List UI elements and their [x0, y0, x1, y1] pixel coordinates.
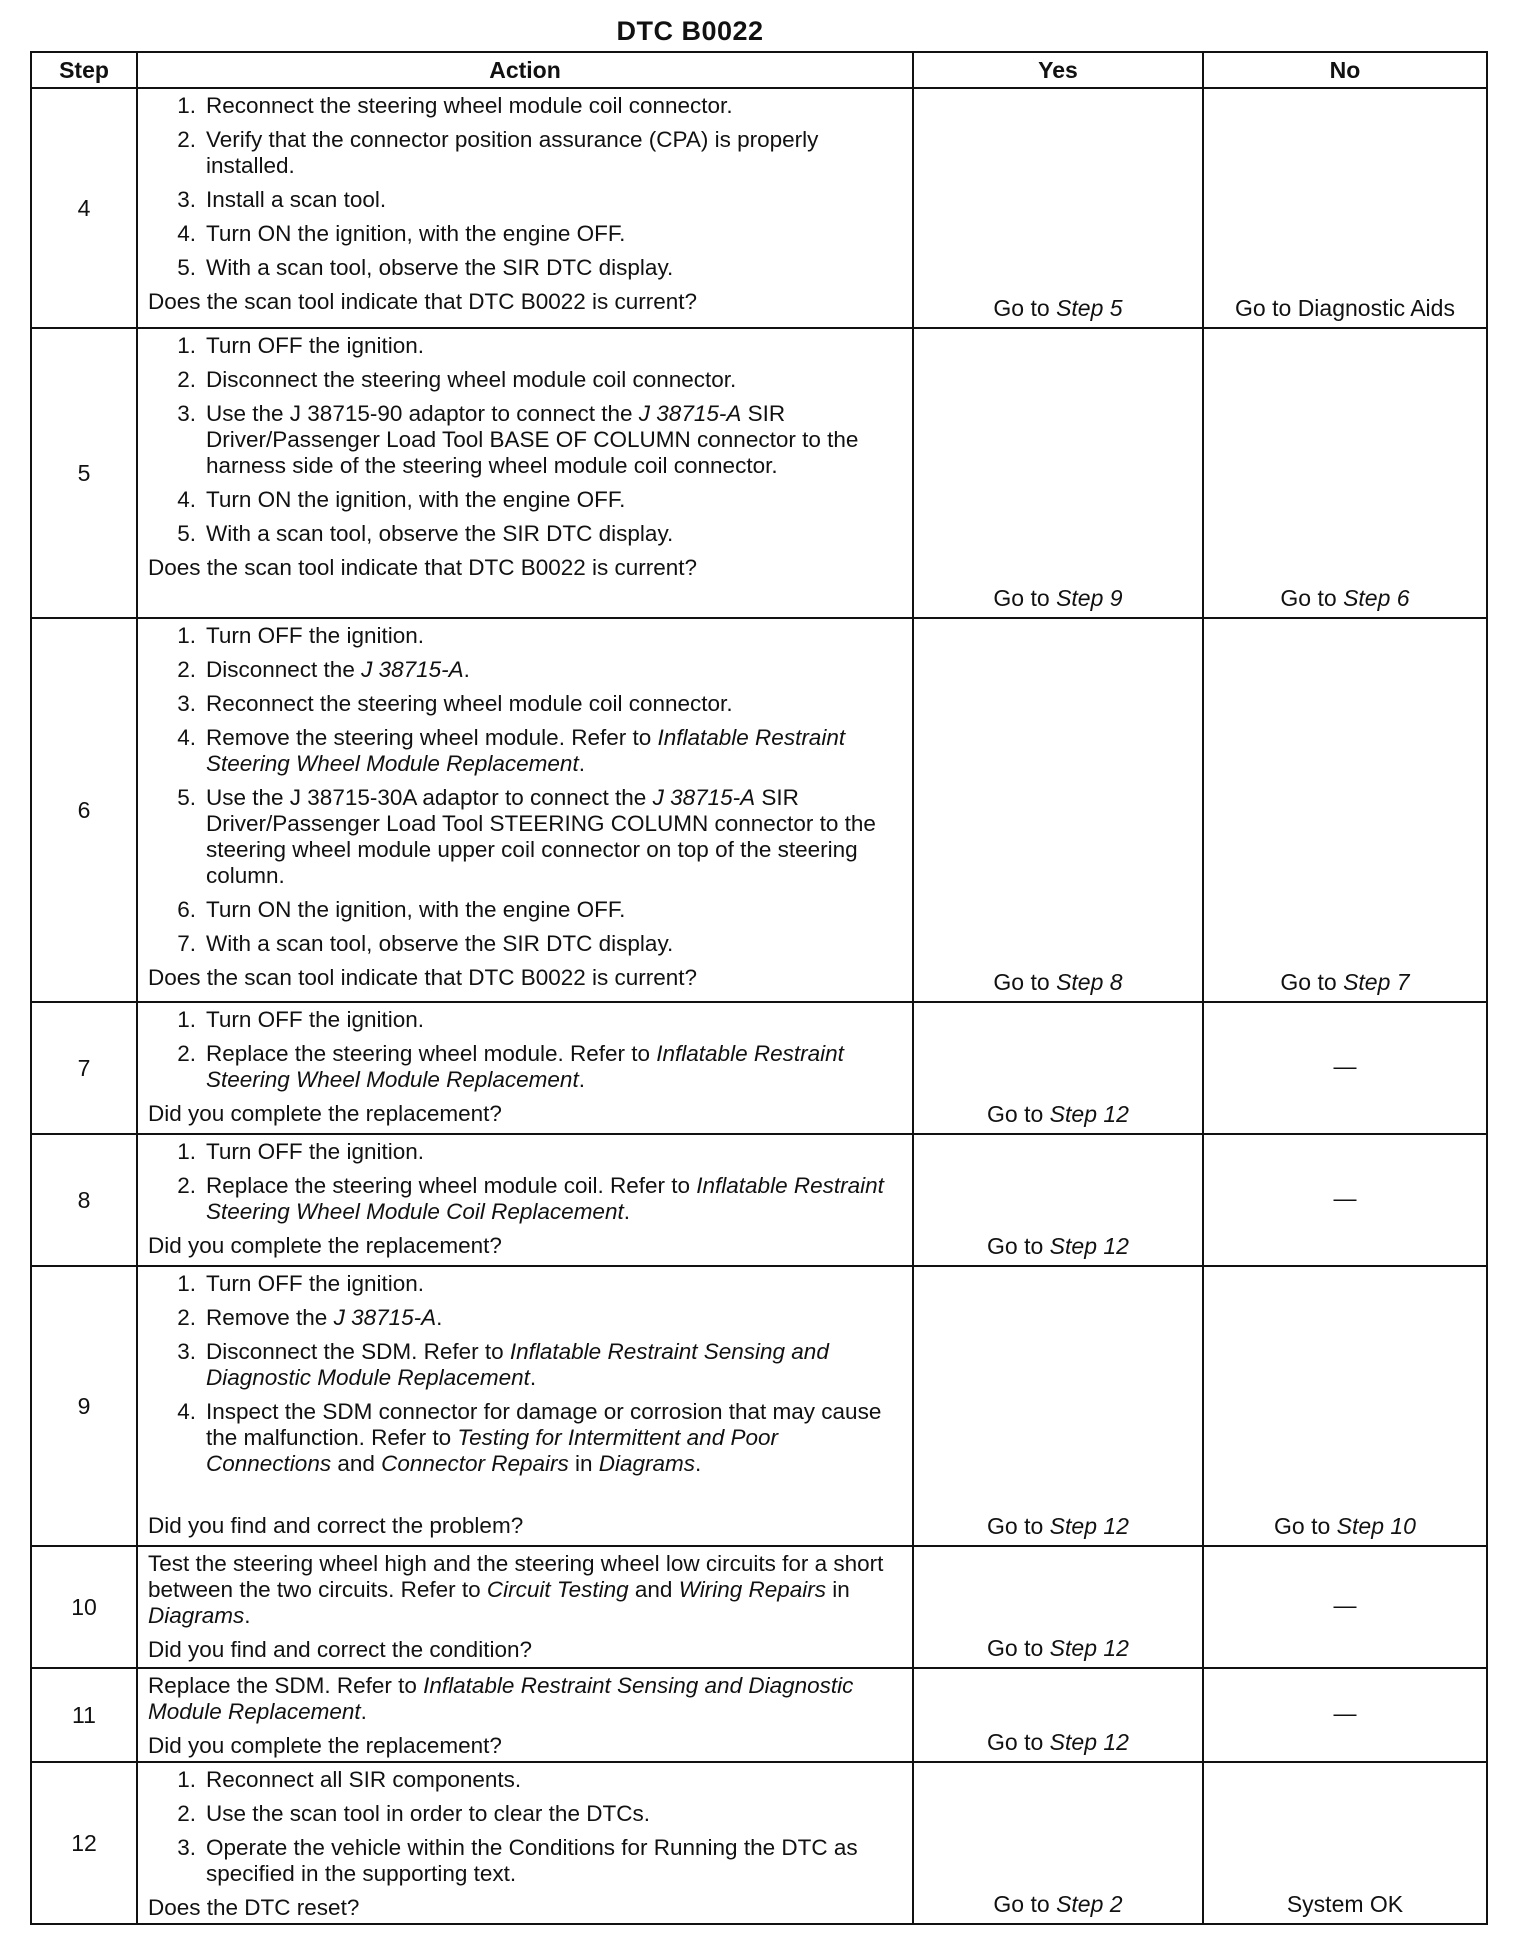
instruction-text: Turn OFF the ignition.	[206, 623, 425, 648]
action-step-text	[206, 1271, 902, 1297]
action-cell	[137, 1546, 913, 1668]
instruction-text: Turn ON the ignition, with the engine OFF.	[206, 897, 626, 922]
instruction-text: Install a scan tool.	[206, 187, 387, 212]
action-step-number: 1.	[177, 333, 196, 358]
header-step: Step	[31, 52, 137, 88]
instruction-text: With a scan tool, observe the SIR DTC display.	[206, 521, 674, 546]
action-step-text	[206, 725, 902, 777]
yes-result	[913, 618, 1203, 1002]
action-step-number: 1.	[177, 1007, 196, 1032]
instruction-text: .	[578, 1067, 585, 1092]
action-question: Does the DTC reset?	[148, 1895, 360, 1920]
instruction-text: Turn OFF the ignition.	[206, 333, 425, 358]
table-header-row	[31, 52, 1487, 88]
action-cell	[137, 1762, 913, 1924]
no-step-link: Step 6	[1343, 585, 1410, 611]
reference-text: Connector Repairs	[381, 1451, 569, 1476]
action-step	[148, 1801, 902, 1827]
action-step-number: 4.	[177, 221, 196, 246]
instruction-text: and	[628, 1577, 679, 1602]
reference-text: Inflatable Restraint Steering Wheel Module Coil Replacement	[206, 1173, 884, 1224]
yes-result-text: Go to	[987, 1513, 1050, 1539]
yes-step-link: Step 12	[1049, 1101, 1129, 1127]
spacer	[148, 1485, 902, 1511]
table-row	[31, 1668, 1487, 1762]
step-number: 5	[31, 328, 137, 618]
action-step-number: 2.	[177, 367, 196, 392]
action-step	[148, 521, 902, 547]
reference-text: Inflatable Restraint Steering Wheel Module Replacement	[206, 725, 846, 776]
action-step-number: 1.	[177, 1139, 196, 1164]
action-step	[148, 657, 902, 683]
step-number: 4	[31, 88, 137, 328]
reference-text: Diagrams	[148, 1603, 245, 1628]
action-question: Does the scan tool indicate that DTC B0022 is current?	[148, 289, 698, 314]
reference-text: J 38715-A	[652, 785, 756, 810]
yes-result	[913, 1668, 1203, 1762]
instruction-text: Replace the steering wheel module. Refer to	[206, 1041, 657, 1066]
yes-result-text: Go to	[993, 585, 1057, 611]
yes-result-text: Go to	[993, 969, 1057, 995]
action-cell	[137, 1134, 913, 1266]
action-question: Did you find and correct the condition?	[148, 1637, 532, 1662]
action-steps-list	[148, 1007, 902, 1093]
no-result	[1203, 1134, 1487, 1266]
action-step-text	[206, 657, 902, 683]
action-step-text	[206, 521, 902, 547]
table-row	[31, 1546, 1487, 1668]
instruction-text: Replace the SDM. Refer to	[148, 1673, 424, 1698]
action-step-text	[206, 367, 902, 393]
action-question: Did you complete the replacement?	[148, 1101, 502, 1126]
no-result	[1203, 1762, 1487, 1924]
yes-result	[913, 1002, 1203, 1134]
step-number: 9	[31, 1266, 137, 1546]
action-steps-list	[148, 1139, 902, 1225]
action-step-text	[206, 255, 902, 281]
yes-result	[913, 1266, 1203, 1546]
table-row	[31, 328, 1487, 618]
instruction-text: Verify that the connector position assurance (CPA) is properly installed.	[206, 127, 819, 178]
action-step-number: 7.	[177, 931, 196, 956]
action-step	[148, 691, 902, 717]
yes-step-link: Step 12	[1049, 1513, 1129, 1539]
instruction-text: .	[463, 657, 470, 682]
yes-step-link: Step 5	[1056, 295, 1123, 321]
action-step	[148, 487, 902, 513]
action-step-text	[206, 1835, 902, 1887]
action-step-number: 4.	[177, 1399, 196, 1424]
action-instruction	[148, 1551, 902, 1629]
instruction-text: Disconnect the steering wheel module coil connector.	[206, 367, 737, 392]
instruction-text: SIR Driver/Passenger Load Tool BASE OF COLUMN connector to the harness side of the steering wheel module coil connector.	[206, 401, 859, 478]
action-step	[148, 1767, 902, 1793]
action-cell	[137, 1266, 913, 1546]
action-step	[148, 1339, 902, 1391]
instruction-text: .	[623, 1199, 630, 1224]
header-no: No	[1203, 52, 1487, 88]
instruction-text: Reconnect the steering wheel module coil connector.	[206, 93, 733, 118]
action-question: Does the scan tool indicate that DTC B0022 is current?	[148, 965, 698, 990]
action-step	[148, 931, 902, 957]
instruction-text: SIR Driver/Passenger Load Tool STEERING COLUMN connector to the steering wheel module upper coil connector on top of the steering column.	[206, 785, 876, 888]
instruction-text: Turn OFF the ignition.	[206, 1007, 425, 1032]
action-step-text	[206, 1339, 902, 1391]
action-step-text	[206, 1173, 902, 1225]
action-steps-list	[148, 623, 902, 957]
reference-text: J 38715-A	[333, 1305, 437, 1330]
instruction-text: .	[360, 1699, 367, 1724]
no-action-dash: —	[1333, 1184, 1357, 1211]
header-action: Action	[137, 52, 913, 88]
action-step-number: 2.	[177, 1801, 196, 1826]
action-step-number: 2.	[177, 657, 196, 682]
action-step-text	[206, 1007, 902, 1033]
instruction-text: Reconnect the steering wheel module coil connector.	[206, 691, 733, 716]
yes-result	[913, 1762, 1203, 1924]
reference-text: Wiring Repairs	[678, 1577, 827, 1602]
no-step-link: Step 10	[1336, 1513, 1416, 1539]
instruction-text: Replace the steering wheel module coil. Refer to	[206, 1173, 697, 1198]
action-step-text	[206, 1767, 902, 1793]
yes-step-link: Step 12	[1049, 1635, 1129, 1661]
reference-text: Inflatable Restraint Sensing and Diagnostic Module Replacement	[206, 1339, 829, 1390]
action-step-number: 4.	[177, 725, 196, 750]
action-step-number: 5.	[177, 255, 196, 280]
table-row	[31, 618, 1487, 1002]
table-row	[31, 88, 1487, 328]
action-step-text	[206, 897, 902, 923]
action-step	[148, 127, 902, 179]
step-number: 7	[31, 1002, 137, 1134]
yes-result-text: Go to	[987, 1635, 1050, 1661]
action-step	[148, 1139, 902, 1165]
instruction-text: in	[568, 1451, 599, 1476]
page-title: DTC B0022	[616, 16, 764, 46]
diagnostic-table	[30, 51, 1488, 1925]
no-action-dash: —	[1333, 1699, 1357, 1726]
instruction-text: Operate the vehicle within the Conditions for Running the DTC as specified in the supporting text.	[206, 1835, 858, 1886]
no-result	[1203, 1668, 1487, 1762]
action-step-number: 4.	[177, 487, 196, 512]
no-action-dash: —	[1333, 1052, 1357, 1079]
action-step-text	[206, 333, 902, 359]
yes-step-link: Step 8	[1056, 969, 1123, 995]
reference-text: Inflatable Restraint Sensing and Diagnostic Module Replacement	[148, 1673, 854, 1724]
yes-result-text: Go to	[987, 1101, 1050, 1127]
no-result	[1203, 1266, 1487, 1546]
instruction-text: Turn ON the ignition, with the engine OFF.	[206, 487, 626, 512]
action-step-text	[206, 1801, 902, 1827]
action-step	[148, 725, 902, 777]
instruction-text: .	[695, 1451, 702, 1476]
action-step-text	[206, 785, 902, 889]
action-step-number: 2.	[177, 1305, 196, 1330]
action-step	[148, 367, 902, 393]
action-step-number: 3.	[177, 401, 196, 426]
action-step-text	[206, 187, 902, 213]
instruction-text: .	[529, 1365, 537, 1390]
yes-result-text: Go to	[993, 295, 1057, 321]
instruction-text: .	[244, 1603, 251, 1628]
action-step-text	[206, 1139, 902, 1165]
header-yes: Yes	[913, 52, 1203, 88]
action-step-number: 1.	[177, 1767, 196, 1792]
action-step	[148, 333, 902, 359]
action-steps-list	[148, 1767, 902, 1887]
action-step-number: 1.	[177, 1271, 196, 1296]
action-step-number: 3.	[177, 1835, 196, 1860]
instruction-text: Use the scan tool in order to clear the DTCs.	[206, 1801, 650, 1826]
instruction-text: Inspect the SDM connector for damage or corrosion that may cause the malfunction. Refer to	[206, 1399, 882, 1450]
action-step-text	[206, 401, 902, 479]
reference-text: Inflatable Restraint Steering Wheel Module Replacement	[206, 1041, 844, 1092]
action-step	[148, 1399, 902, 1477]
action-instruction	[148, 1673, 902, 1725]
action-step-text	[206, 1305, 902, 1331]
instruction-text: With a scan tool, observe the SIR DTC display.	[206, 931, 674, 956]
action-step-number: 1.	[177, 623, 196, 648]
table-row	[31, 1134, 1487, 1266]
step-number: 10	[31, 1546, 137, 1668]
action-step-text	[206, 623, 902, 649]
action-step-number: 1.	[177, 93, 196, 118]
step-number: 12	[31, 1762, 137, 1924]
no-action-dash: —	[1333, 1591, 1357, 1618]
instruction-text: Disconnect the SDM. Refer to	[206, 1339, 510, 1364]
action-step-text	[206, 93, 902, 119]
action-step-number: 2.	[177, 127, 196, 152]
instruction-text: Turn OFF the ignition.	[206, 1139, 425, 1164]
action-step-text	[206, 127, 902, 179]
yes-result-text: Go to	[987, 1233, 1050, 1259]
instruction-text: Remove the	[206, 1305, 334, 1330]
no-step-link: Step 7	[1343, 969, 1410, 995]
action-step-text	[206, 691, 902, 717]
step-number: 8	[31, 1134, 137, 1266]
yes-step-link: Step 9	[1056, 585, 1123, 611]
instruction-text: Turn ON the ignition, with the engine OFF.	[206, 221, 626, 246]
no-result-text: Go to	[1280, 969, 1344, 995]
yes-result-text: Go to	[993, 1891, 1057, 1917]
action-step	[148, 401, 902, 479]
instruction-text: Reconnect all SIR components.	[206, 1767, 522, 1792]
step-number: 11	[31, 1668, 137, 1762]
no-result	[1203, 1002, 1487, 1134]
no-result	[1203, 328, 1487, 618]
instruction-text: With a scan tool, observe the SIR DTC display.	[206, 255, 674, 280]
no-result-text: Go to Diagnostic Aids	[1235, 295, 1455, 321]
action-step-number: 6.	[177, 897, 196, 922]
yes-result	[913, 1134, 1203, 1266]
action-step-number: 2.	[177, 1173, 196, 1198]
action-steps-list	[148, 1271, 902, 1477]
action-step	[148, 785, 902, 889]
action-step	[148, 1173, 902, 1225]
step-number: 6	[31, 618, 137, 1002]
reference-text: J 38715-A	[638, 401, 742, 426]
action-question: Did you complete the replacement?	[148, 1733, 502, 1758]
no-result	[1203, 1546, 1487, 1668]
table-row	[31, 1266, 1487, 1546]
instruction-text: in	[826, 1577, 850, 1602]
reference-text: J 38715-A	[361, 657, 464, 682]
instruction-text: and	[331, 1451, 382, 1476]
action-step-number: 2.	[177, 1041, 196, 1066]
action-cell	[137, 618, 913, 1002]
instruction-text: .	[578, 751, 585, 776]
table-row	[31, 1002, 1487, 1134]
action-question: Does the scan tool indicate that DTC B0022 is current?	[148, 555, 698, 580]
instruction-text: Disconnect the	[206, 657, 362, 682]
instruction-text: Use the J 38715-90 adaptor to connect the	[206, 401, 639, 426]
action-step-number: 5.	[177, 785, 196, 810]
action-steps-list	[148, 93, 902, 281]
action-step-text	[206, 487, 902, 513]
action-step-text	[206, 221, 902, 247]
reference-text: Circuit Testing	[486, 1577, 629, 1602]
reference-text: Diagrams	[598, 1451, 696, 1476]
action-step	[148, 623, 902, 649]
no-result-text: System OK	[1286, 1891, 1404, 1917]
table-row	[31, 1762, 1487, 1924]
action-step-number: 3.	[177, 187, 196, 212]
action-question: Did you complete the replacement?	[148, 1233, 502, 1258]
action-step	[148, 93, 902, 119]
instruction-text: .	[436, 1305, 443, 1330]
yes-result	[913, 88, 1203, 328]
instruction-text: Test the steering wheel high and the steering wheel low circuits for a short between the two circuits. Refer to	[148, 1551, 884, 1602]
yes-step-link: Step 2	[1056, 1891, 1123, 1917]
no-result	[1203, 618, 1487, 1002]
action-cell	[137, 328, 913, 618]
instruction-text: Turn OFF the ignition.	[206, 1271, 425, 1296]
action-step-text	[206, 931, 902, 957]
no-result	[1203, 88, 1487, 328]
action-step	[148, 1041, 902, 1093]
yes-step-link: Step 12	[1049, 1233, 1129, 1259]
action-step	[148, 1835, 902, 1887]
reference-text: Testing for Intermittent and Poor Connections	[206, 1425, 778, 1476]
action-cell	[137, 1668, 913, 1762]
action-step	[148, 1007, 902, 1033]
yes-result	[913, 328, 1203, 618]
action-step-number: 3.	[177, 1339, 196, 1364]
action-step	[148, 221, 902, 247]
yes-result	[913, 1546, 1203, 1668]
action-step-text	[206, 1399, 902, 1477]
action-cell	[137, 1002, 913, 1134]
yes-result-text: Go to	[987, 1729, 1050, 1755]
instruction-text: Remove the steering wheel module. Refer to	[206, 725, 658, 750]
action-step	[148, 1271, 902, 1297]
no-result-text: Go to	[1274, 1513, 1337, 1539]
no-result-text: Go to	[1280, 585, 1344, 611]
action-step	[148, 1305, 902, 1331]
action-question: Did you find and correct the problem?	[148, 1513, 524, 1538]
action-steps-list	[148, 333, 902, 547]
action-step-number: 5.	[177, 521, 196, 546]
action-step	[148, 897, 902, 923]
yes-step-link: Step 12	[1049, 1729, 1129, 1755]
action-step	[148, 187, 902, 213]
action-step-text	[206, 1041, 902, 1093]
instruction-text: Use the J 38715-30A adaptor to connect the	[206, 785, 653, 810]
action-step-number: 3.	[177, 691, 196, 716]
action-cell	[137, 88, 913, 328]
action-step	[148, 255, 902, 281]
